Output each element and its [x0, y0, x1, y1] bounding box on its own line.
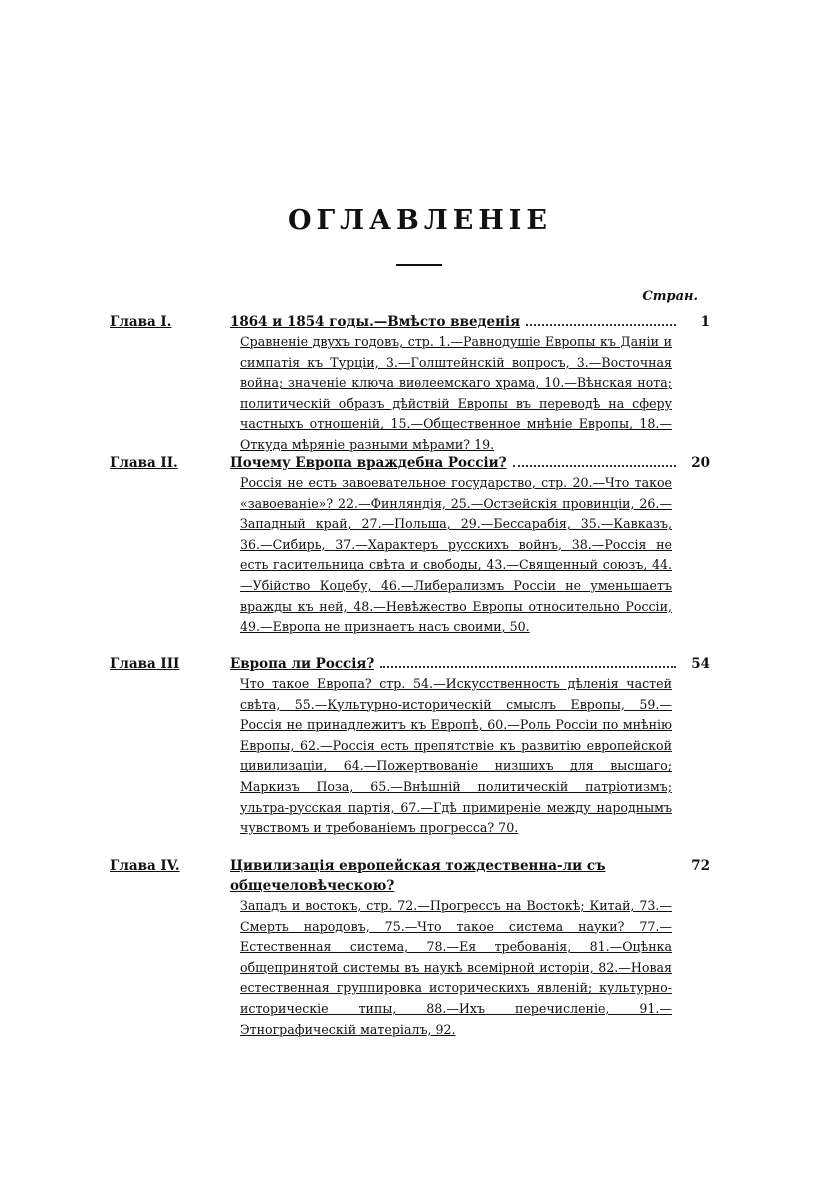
chapter-page: 72: [691, 858, 710, 874]
toc-chapter-3[interactable]: [110, 654, 710, 839]
pages-column-label: Стран.: [642, 289, 698, 304]
chapter-title: 1864 и 1854 годы.—Вмѣсто введенія: [230, 314, 521, 330]
chapter-summary: Сравненіе двухъ годовъ, стр. 1.—Равнодушіе Европы къ Даніи и симпатія къ Турціи, 3.—Голштейнскій вопросъ, 3.—Восточная война; значеніе ключа виѳлеемскаго храма, 10.—Вѣнская нота; политическій образъ дѣйствій Европы въ переводѣ на сферу частныхъ отношеній, 15.—Общественное мнѣніе Европы, 18.—Откуда мѣряніе разными мѣрами? 19.: [240, 334, 672, 452]
chapter-title: Почему Европа враждебна Россіи?: [230, 455, 507, 471]
dot-leader: [513, 464, 677, 467]
toc-chapter-1[interactable]: [110, 312, 710, 456]
chapter-summary: Что такое Европа? стр. 54.—Искусственность дѣленія частей свѣта, 55.—Культурно-историческій смыслъ Европы, 59.—Россія не принадлежитъ къ Европѣ, 60.—Роль Россіи по мнѣнію Европы, 62.—Россія есть препятствіе къ развитію европейской цивилизаціи, 64.—Пожертвованіе низшихъ для высшаго; Маркизъ Поза, 65.—Внѣшній политическій патріотизмъ; ультра-русская партія, 67.—Гдѣ примиреніе между народнымъ чувствомъ и требованіемъ прогресса? 70.: [240, 676, 672, 836]
chapter-label: Глава IV.: [110, 858, 180, 874]
title-rule: [396, 264, 442, 266]
dot-leader: [526, 323, 676, 326]
chapter-page: 54: [691, 656, 710, 672]
chapter-page: 20: [691, 455, 710, 471]
toc-chapter-2[interactable]: [110, 453, 710, 638]
chapter-label: Глава III: [110, 656, 180, 672]
chapter-title: Цивилизація европейская тождественна-ли съ общечеловѣческою?: [230, 858, 606, 894]
chapter-label: Глава II.: [110, 455, 178, 471]
toc-chapter-4[interactable]: [110, 856, 710, 1040]
chapter-summary: Западъ и востокъ, стр. 72.—Прогрессъ на Востокѣ; Китай, 73.—Смерть народовъ, 75.—Что такое система науки? 77.—Естественная система, 78.—Ея требованія, 81.—Оцѣнка общепринятой системы въ наукѣ всемірной исторіи, 82.—Новая естественная группировка историческихъ явленій; культурно-историческіе типы, 88.—Ихъ перечисленіе, 91.—Этнографическій матеріалъ, 92.: [240, 898, 672, 1037]
dot-leader: [380, 665, 676, 668]
chapter-title: Европа ли Россія?: [230, 656, 375, 672]
page-title: ОГЛАВЛЕНІЕ: [287, 205, 553, 236]
chapter-summary: Россія не есть завоевательное государство, стр. 20.—Что такое «завоеваніе»? 22.—Финляндія, 25.—Остзейскія провинціи, 26.—Западный край, 27.—Польша, 29.—Бессарабія, 35.—Кавказъ, 36.—Сибирь, 37.—Характеръ русскихъ войнъ, 38.—Россія не есть гасительница свѣта и свободы, 43.—Священный союзъ, 44.—Убійство Коцебу, 46.—Либерализмъ Россіи не уменьшаетъ вражды къ ней, 48.—Невѣжество Европы относительно Россіи, 49.—Европа не признаетъ насъ своими, 50.: [240, 475, 672, 635]
chapter-page: 1: [700, 314, 710, 330]
chapter-label: Глава I.: [110, 314, 172, 330]
